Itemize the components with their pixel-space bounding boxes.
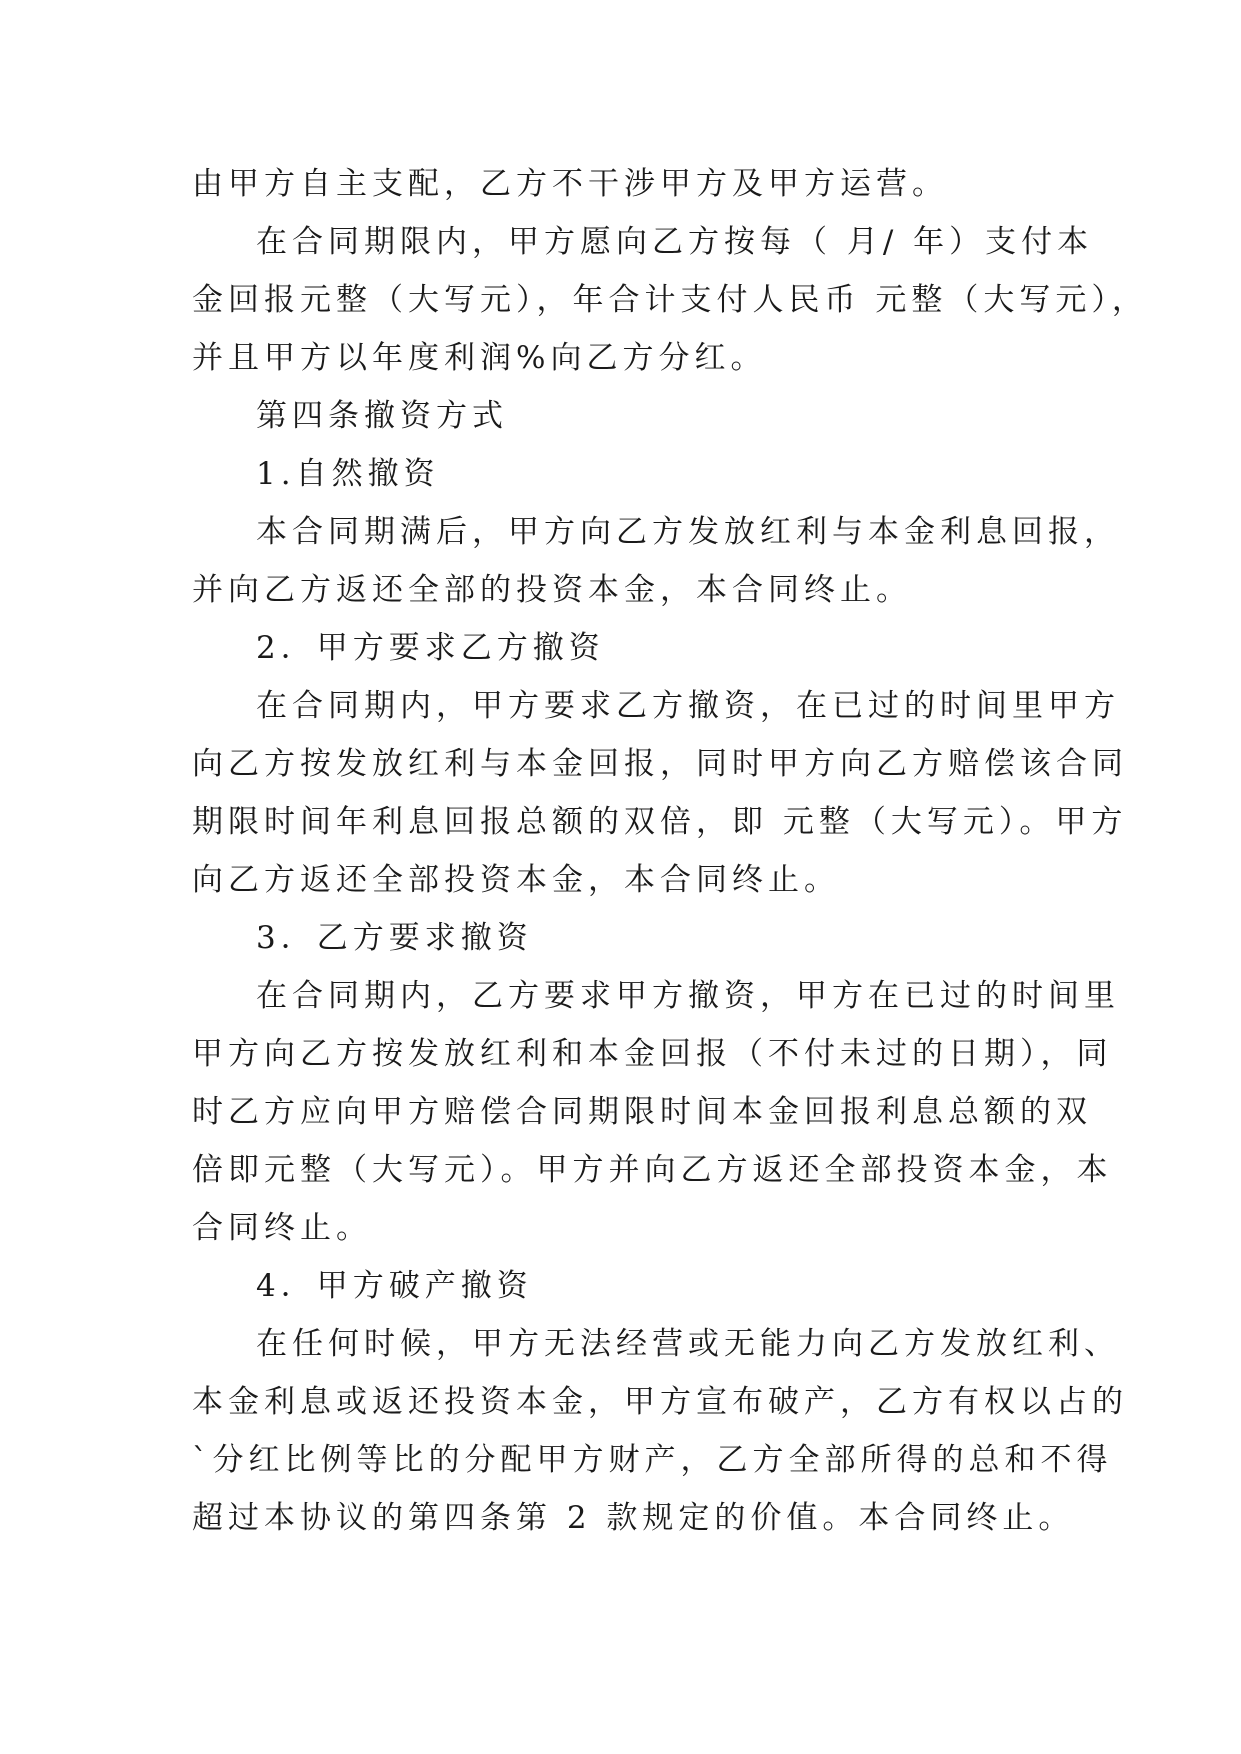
text-line: 本金利息或返还投资本金，甲方宣布破产，乙方有权以占的 bbox=[192, 1384, 1128, 1420]
text-line: 并向乙方返还全部的投资本金，本合同终止。 bbox=[192, 572, 912, 608]
text-line: 向乙方按发放红利与本金回报，同时甲方向乙方赔偿该合同 bbox=[192, 746, 1128, 782]
section-heading: 第四条撤资方式 bbox=[256, 398, 508, 434]
text-line: `分红比例等比的分配甲方财产，乙方全部所得的总和不得 bbox=[192, 1442, 1113, 1478]
text-line: 本合同期满后，甲方向乙方发放红利与本金利息回报， bbox=[256, 514, 1120, 550]
text-line: 在合同期限内，甲方愿向乙方按每（ 月/ 年）支付本 bbox=[256, 224, 1094, 260]
document-body bbox=[192, 155, 1148, 1547]
text-line: 倍即元整（大写元）。甲方并向乙方返还全部投资本金，本 bbox=[192, 1152, 1113, 1188]
subsection-heading: 3．乙方要求撤资 bbox=[256, 920, 533, 956]
text-line: 时乙方应向甲方赔偿合同期限时间本金回报利息总额的双 bbox=[192, 1094, 1092, 1130]
text-line: 合同终止。 bbox=[192, 1210, 372, 1246]
text-line: 在合同期内，乙方要求甲方撤资，甲方在已过的时间里 bbox=[256, 978, 1120, 1014]
text-line: 甲方向乙方按发放红利和本金回报（不付未过的日期），同 bbox=[192, 1036, 1113, 1072]
subsection-heading: 4．甲方破产撤资 bbox=[256, 1268, 533, 1304]
text-line: 并且甲方以年度利润%向乙方分红。 bbox=[192, 340, 767, 376]
text-line: 期限时间年利息回报总额的双倍，即 元整（大写元）。甲方 bbox=[192, 804, 1128, 840]
subsection-heading: 2．甲方要求乙方撤资 bbox=[256, 630, 605, 666]
text-line: 超过本协议的第四条第 2 款规定的价值。本合同终止。 bbox=[192, 1500, 1075, 1536]
text-line: 由甲方自主支配，乙方不干涉甲方及甲方运营。 bbox=[192, 166, 948, 202]
text-line: 金回报元整（大写元），年合计支付人民币 元整（大写元）， bbox=[192, 282, 1148, 318]
text-line: 向乙方返还全部投资本金，本合同终止。 bbox=[192, 862, 840, 898]
text-line: 在任何时候，甲方无法经营或无能力向乙方发放红利、 bbox=[256, 1326, 1120, 1362]
text-line: 在合同期内，甲方要求乙方撤资，在已过的时间里甲方 bbox=[256, 688, 1120, 724]
subsection-heading: 1.自然撤资 bbox=[256, 456, 440, 492]
